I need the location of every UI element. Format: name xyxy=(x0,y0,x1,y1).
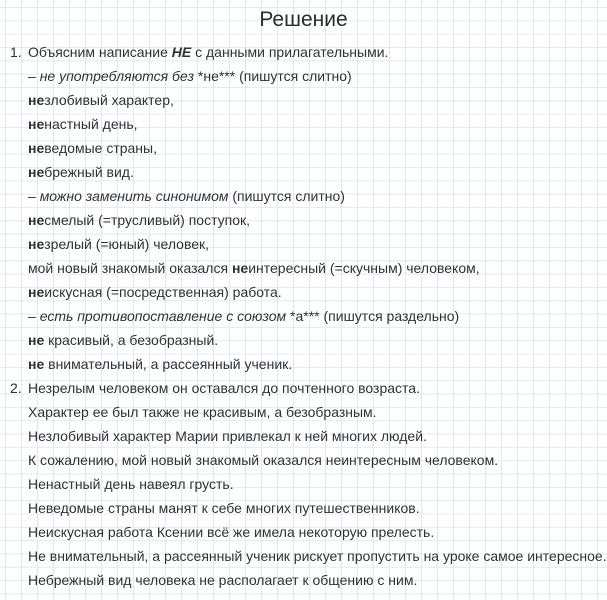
example-nevedomye xyxy=(0,136,607,160)
text-segment: Небрежный вид человека не располагает к общению с ним. xyxy=(28,572,418,588)
example-neiskusnaya xyxy=(0,280,607,304)
text-segment: мой новый знакомый оказался xyxy=(28,260,232,276)
text-segment: смелый (=трусливый) поступок, xyxy=(44,212,251,228)
text-segment: искусная (=посредственная) работа. xyxy=(44,284,282,300)
text-segment: – xyxy=(28,308,40,324)
example-nesmelyi xyxy=(0,208,607,232)
item-2-sentence-7 xyxy=(0,520,607,544)
text-segment: не xyxy=(28,140,45,156)
rule-opposition xyxy=(0,304,607,328)
text-segment: – xyxy=(28,68,40,84)
solution-lines xyxy=(0,40,607,592)
text-segment: К сожалению, мой новый знакомый оказался неинтересным человеком. xyxy=(28,452,499,468)
text-segment: не xyxy=(28,92,45,108)
example-nenastnyi xyxy=(0,112,607,136)
text-segment: Не внимательный, а рассеянный ученик рискует пропустить на уроке самое интересное. xyxy=(28,548,607,564)
item-2-sentence-2 xyxy=(0,400,607,424)
text-segment: Незрелым человеком он оставался до почтенного возраста. xyxy=(28,380,420,396)
text-segment: не xyxy=(28,284,45,300)
text-segment: не xyxy=(28,356,45,372)
page-title: Решение xyxy=(259,8,348,31)
text-segment: Неведомые страны манят к себе многих путешественников. xyxy=(28,500,420,516)
text-segment: брежный вид. xyxy=(44,164,134,180)
text-segment: (пишутся слитно) xyxy=(228,188,345,204)
list-number: 2. xyxy=(10,380,22,396)
item-2-sentence-3 xyxy=(0,424,607,448)
example-nebrezhnyi xyxy=(0,160,607,184)
item-2-sentence-4 xyxy=(0,448,607,472)
text-segment: не xyxy=(28,212,45,228)
item-1-lead xyxy=(0,40,607,64)
text-segment: Незлобивый характер Марии привлекал к ней многих людей. xyxy=(28,428,427,444)
text-segment: Характер ее был также не красивым, а безобразным. xyxy=(28,404,377,420)
text-segment: есть противопоставление с союзом xyxy=(39,308,287,324)
text-segment: Неискусная работа Ксении всё же имела некоторую прелесть. xyxy=(28,524,435,540)
text-segment: с данными прилагательными. xyxy=(191,44,389,60)
example-ne-vnimatelnyi xyxy=(0,352,607,376)
text-segment: не xyxy=(28,236,45,252)
text-segment: интересный (=скучным) человеком, xyxy=(248,260,480,276)
text-segment: Объясним написание xyxy=(28,44,172,60)
text-segment: НЕ xyxy=(171,44,192,60)
text-segment: злобивый характер, xyxy=(44,92,174,108)
text-segment: не употребляются без xyxy=(39,68,194,84)
text-segment: настный день, xyxy=(44,116,138,132)
rule-not-used-without-ne xyxy=(0,64,607,88)
example-nezlobivyi xyxy=(0,88,607,112)
text-segment: можно заменить синонимом xyxy=(39,188,229,204)
text-segment: зрелый (=юный) человек, xyxy=(44,236,210,252)
text-segment: *не*** (пишутся слитно) xyxy=(194,68,352,84)
item-2-sentence-5 xyxy=(0,472,607,496)
example-ne-krasivyi xyxy=(0,328,607,352)
text-segment: – xyxy=(28,188,40,204)
list-number: 1. xyxy=(10,44,22,60)
text-segment: не xyxy=(231,260,249,276)
text-segment: Ненастный день навеял грусть. xyxy=(28,476,234,492)
text-segment: не xyxy=(28,116,45,132)
example-neinteresnyi xyxy=(0,256,607,280)
rule-synonym xyxy=(0,184,607,208)
text-segment: ведомые страны, xyxy=(44,140,157,156)
text-segment: *а*** (пишутся раздельно) xyxy=(286,308,460,324)
text-segment: внимательный, а рассеянный ученик. xyxy=(44,356,293,372)
text-segment: не xyxy=(28,164,45,180)
text-segment: не xyxy=(28,332,45,348)
example-nezrelyi xyxy=(0,232,607,256)
item-2-sentence-9 xyxy=(0,568,607,592)
text-segment: красивый, а безобразный. xyxy=(44,332,219,348)
item-2-sentence-8 xyxy=(0,544,607,568)
item-2-sentence-1 xyxy=(0,376,607,400)
item-2-sentence-6 xyxy=(0,496,607,520)
